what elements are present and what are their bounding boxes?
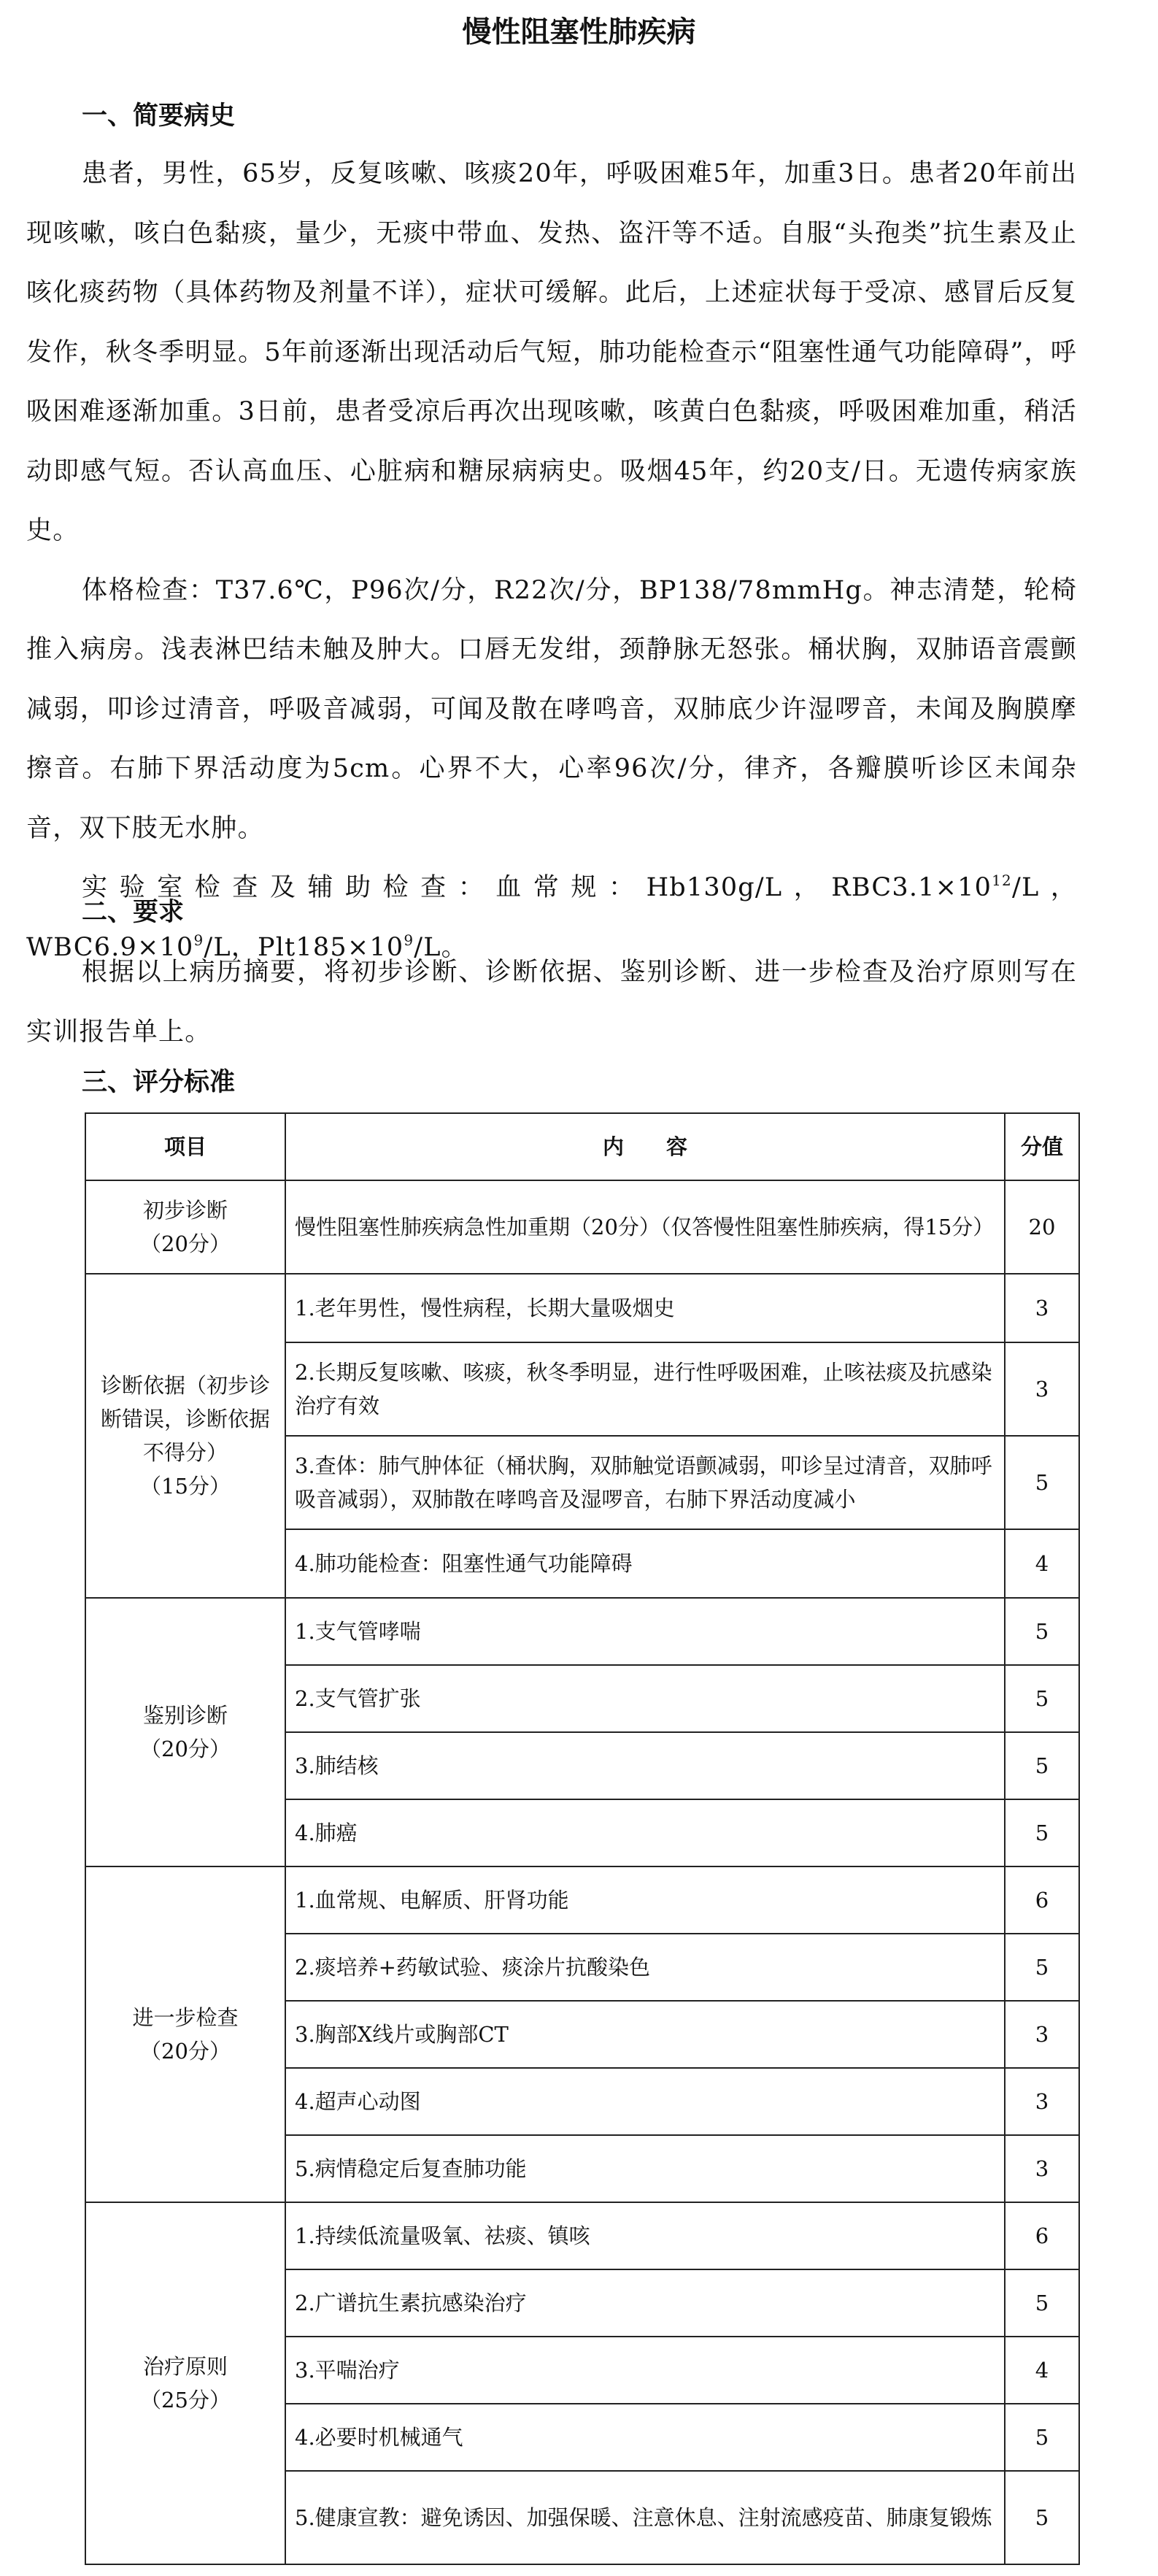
item-name: 进一步检查 xyxy=(132,2005,239,2030)
content-cell: 3.平喘治疗 xyxy=(285,2337,1005,2404)
section-heading-requirements: 二、要求 xyxy=(82,898,185,927)
item-cell xyxy=(85,1598,285,1866)
score-cell: 5 xyxy=(1005,2404,1079,2471)
content-cell: 4.超声心动图 xyxy=(285,2068,1005,2135)
lab-text-suffix: /L。 xyxy=(414,932,468,962)
table-row xyxy=(85,1180,1079,1274)
score-cell: 6 xyxy=(1005,1866,1079,1934)
content-cell: 3.肺结核 xyxy=(285,1732,1005,1799)
content-cell: 4.必要时机械通气 xyxy=(285,2404,1005,2471)
content-cell: 3.查体：肺气肿体征（桶状胸，双肺触觉语颤减弱，叩诊呈过清音，双肺呼吸音减弱），双肺散在哮鸣音及湿啰音，右肺下界活动度减小 xyxy=(285,1436,1005,1529)
history-block xyxy=(26,145,1077,977)
plt-exponent: 9 xyxy=(404,931,414,949)
table-row xyxy=(85,2202,1079,2269)
score-cell: 5 xyxy=(1005,2471,1079,2564)
lab-text-prefix: 实验室检查及辅助检查：血常规：Hb130g/L，RBC3.1×10 xyxy=(82,873,992,902)
content-cell: 2.支气管扩张 xyxy=(285,1665,1005,1732)
table-row xyxy=(85,1274,1079,1342)
item-points: （20分） xyxy=(140,2039,231,2064)
content-cell: 5.病情稳定后复查肺功能 xyxy=(285,2135,1005,2202)
header-content: 内 容 xyxy=(285,1113,1005,1180)
section-heading-grading: 三、评分标准 xyxy=(82,1068,236,1097)
score-cell: 5 xyxy=(1005,2269,1079,2337)
table-row xyxy=(85,1598,1079,1665)
score-cell: 5 xyxy=(1005,1799,1079,1866)
item-name: 诊断依据（初步诊断错误，诊断依据不得分） xyxy=(100,1373,270,1465)
header-score: 分值 xyxy=(1005,1113,1079,1180)
score-cell: 3 xyxy=(1005,1342,1079,1436)
content-cell: 1.血常规、电解质、肝肾功能 xyxy=(285,1866,1005,1934)
score-cell: 4 xyxy=(1005,1529,1079,1598)
content-cell: 4.肺癌 xyxy=(285,1799,1005,1866)
section-heading-history: 一、简要病史 xyxy=(82,101,236,131)
score-cell: 20 xyxy=(1005,1180,1079,1274)
history-paragraph: 患者，男性，65岁，反复咳嗽、咳痰20年，呼吸困难5年，加重3日。患者20年前出现咳嗽，咳白色黏痰，量少，无痰中带血、发热、盗汗等不适。自服“头孢类”抗生素及止咳化痰药物（具体药物及剂量不详），症状可缓解。此后，上述症状每于受凉、感冒后反复发作，秋冬季明显。5年前逐渐出现活动后气短，肺功能检查示“阻塞性通气功能障碍”，呼吸困难逐渐加重。3日前，患者受凉后再次出现咳嗽，咳黄白色黏痰，呼吸困难加重，稍活动即感气短。否认高血压、心脏病和糖尿病病史。吸烟45年，约20支/日。无遗传病家族史。 xyxy=(26,159,1077,545)
item-points: （20分） xyxy=(140,1737,231,1761)
content-cell: 5.健康宣教：避免诱因、加强保暖、注意休息、注射流感疫苗、肺康复锻炼 xyxy=(285,2471,1005,2564)
document-title: 慢性阻塞性肺疾病 xyxy=(462,15,696,49)
item-name: 鉴别诊断 xyxy=(142,1703,228,1728)
requirements-block xyxy=(26,943,1077,1062)
item-points: （25分） xyxy=(140,2388,231,2412)
content-cell: 3.胸部X线片或胸部CT xyxy=(285,2001,1005,2068)
table-header-row xyxy=(85,1113,1079,1180)
lab-text-mid2: /L，Plt185×10 xyxy=(204,932,404,962)
content-cell: 慢性阻塞性肺疾病急性加重期（20分）（仅答慢性阻塞性肺疾病，得15分） xyxy=(285,1180,1005,1274)
score-cell: 3 xyxy=(1005,2135,1079,2202)
item-cell xyxy=(85,2202,285,2564)
content-cell: 4.肺功能检查：阻塞性通气功能障碍 xyxy=(285,1529,1005,1598)
item-cell xyxy=(85,1274,285,1598)
score-cell: 4 xyxy=(1005,2337,1079,2404)
score-cell: 5 xyxy=(1005,1732,1079,1799)
score-cell: 5 xyxy=(1005,1934,1079,2001)
content-cell: 2.痰培养+药敏试验、痰涂片抗酸染色 xyxy=(285,1934,1005,2001)
score-cell: 5 xyxy=(1005,1436,1079,1529)
score-cell: 3 xyxy=(1005,2068,1079,2135)
wbc-exponent: 9 xyxy=(193,931,204,949)
score-cell: 3 xyxy=(1005,1274,1079,1342)
score-cell: 3 xyxy=(1005,2001,1079,2068)
exam-paragraph: 体格检查：T37.6℃，P96次/分，R22次/分，BP138/78mmHg。神志清楚，轮椅推入病房。浅表淋巴结未触及肿大。口唇无发绀，颈静脉无怒张。桶状胸，双肺语音震颤减弱，叩诊过清音，呼吸音减弱，可闻及散在哮鸣音，双肺底少许湿啰音，未闻及胸膜摩擦音。右肺下界活动度为5cm。心界不大，心率96次/分，律齐，各瓣膜听诊区未闻杂音，双下肢无水肿。 xyxy=(26,575,1077,843)
item-points: （20分） xyxy=(140,1231,231,1256)
item-cell xyxy=(85,1180,285,1274)
content-cell: 2.广谱抗生素抗感染治疗 xyxy=(285,2269,1005,2337)
lab-text-mid1: /L，WBC6.9×10 xyxy=(26,873,1077,962)
rbc-exponent: 12 xyxy=(992,872,1012,889)
content-cell: 1.支气管哮喘 xyxy=(285,1598,1005,1665)
score-cell: 5 xyxy=(1005,1665,1079,1732)
requirements-paragraph: 根据以上病历摘要，将初步诊断、诊断依据、鉴别诊断、进一步检查及治疗原则写在实训报告单上。 xyxy=(26,958,1077,1047)
score-cell: 6 xyxy=(1005,2202,1079,2269)
table-row xyxy=(85,1866,1079,1934)
score-cell: 5 xyxy=(1005,1598,1079,1665)
item-name: 初步诊断 xyxy=(142,1198,228,1223)
item-cell xyxy=(85,1866,285,2202)
grading-table xyxy=(85,1112,1080,2565)
content-cell: 1.持续低流量吸氧、祛痰、镇咳 xyxy=(285,2202,1005,2269)
header-item: 项目 xyxy=(85,1113,285,1180)
content-cell: 2.长期反复咳嗽、咳痰，秋冬季明显，进行性呼吸困难，止咳祛痰及抗感染治疗有效 xyxy=(285,1342,1005,1436)
item-name: 治疗原则 xyxy=(142,2354,228,2379)
item-points: （15分） xyxy=(140,1474,231,1499)
content-cell: 1.老年男性，慢性病程，长期大量吸烟史 xyxy=(285,1274,1005,1342)
